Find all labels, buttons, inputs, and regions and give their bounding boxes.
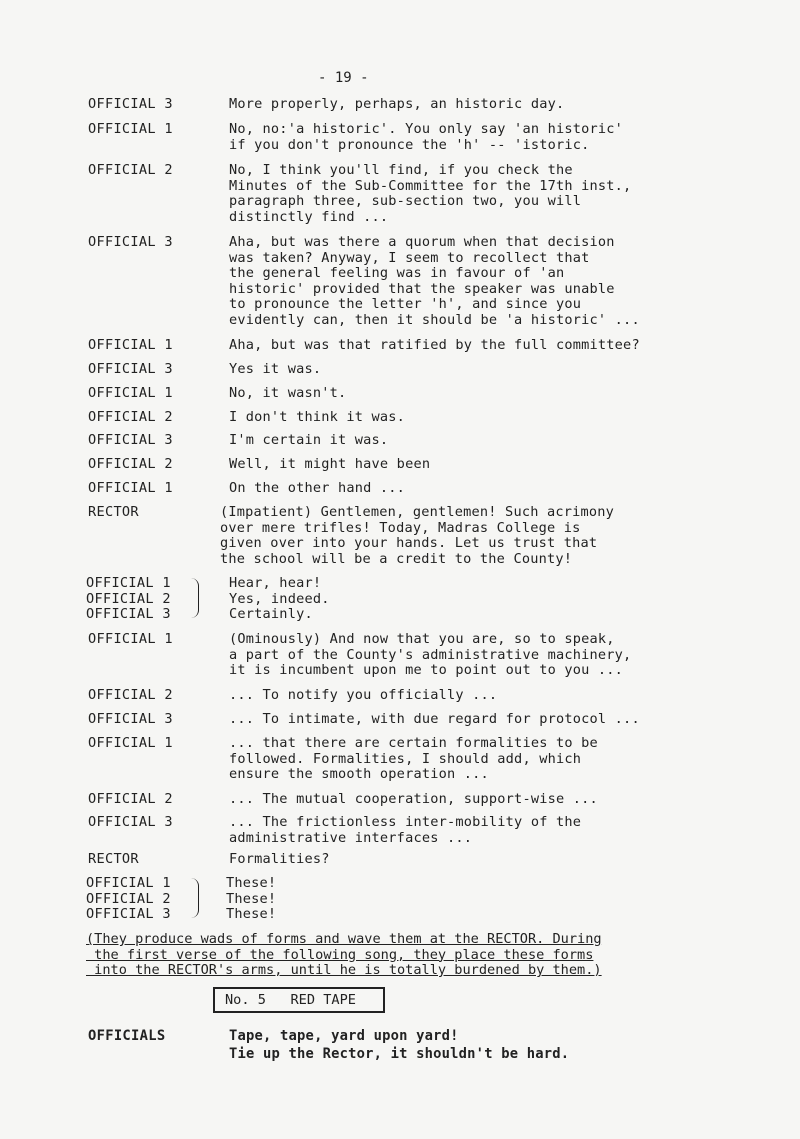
speech-text: No, no:'a historic'. You only say 'an historic' if you don't pronounce the 'h' -- 'istoric. <box>229 121 624 153</box>
speaker-name: RECTOR <box>88 504 139 520</box>
speech-text: (Ominously) And now that you are, so to speak, a part of the County's administrative machinery, it is incumbent upon me to point out to you ... <box>229 631 632 678</box>
speaker-name: OFFICIALS <box>88 1028 166 1044</box>
speech-text: ... To intimate, with due regard for protocol ... <box>229 711 640 727</box>
speech-text: ... that there are certain formalities to be followed. Formalities, I should add, which ensure the smooth operation ... <box>229 735 598 782</box>
speaker-name: OFFICIAL 1 <box>88 480 173 496</box>
speech-text: ... The mutual cooperation, support-wise ... <box>229 791 598 807</box>
speaker-name: OFFICIAL 3 <box>88 432 173 448</box>
song-title: No. 5 RED TAPE <box>213 987 385 1013</box>
brace-mark <box>190 578 199 618</box>
brace-mark <box>190 878 199 918</box>
page-number: - 19 - <box>318 70 369 86</box>
speaker-name: OFFICIAL 3 <box>88 814 173 830</box>
speaker-name: OFFICIAL 3 <box>88 711 173 727</box>
speech-text: I don't think it was. <box>229 409 406 425</box>
speech-text: No, I think you'll find, if you check the Minutes of the Sub-Committee for the 17th inst., paragraph three, sub-section two, you will distinctly find ... <box>229 162 632 225</box>
speech-text: I'm certain it was. <box>229 432 389 448</box>
speaker-name: OFFICIAL 3 <box>88 234 173 250</box>
speech-text: Certainly. <box>229 606 313 622</box>
speaker-name: OFFICIAL 2 <box>86 590 171 607</box>
speech-text: Well, it might have been <box>229 456 431 472</box>
speaker-name: OFFICIAL 1 <box>88 385 173 401</box>
speech-text: These! <box>226 875 277 891</box>
speaker-name: RECTOR <box>88 851 139 867</box>
lyrics-text: Tape, tape, yard upon yard! Tie up the Rector, it shouldn't be hard. <box>229 1028 570 1062</box>
speaker-name: OFFICIAL 1 <box>86 875 171 891</box>
speech-text: Hear, hear! <box>229 575 322 591</box>
speaker-name: OFFICIAL 3 <box>86 906 171 922</box>
speech-text: More properly, perhaps, an historic day. <box>229 96 565 112</box>
speaker-name: OFFICIAL 2 <box>88 791 173 807</box>
speaker-name: OFFICIAL 3 <box>86 606 171 622</box>
speaker-name: OFFICIAL 2 <box>88 456 173 472</box>
speech-text: ... To notify you officially ... <box>229 687 498 703</box>
speech-text: These! <box>226 890 277 907</box>
speaker-name: OFFICIAL 3 <box>88 361 173 377</box>
speech-text: No, it wasn't. <box>229 385 347 401</box>
speaker-name: OFFICIAL 2 <box>86 890 171 907</box>
speech-text: Yes, indeed. <box>229 590 330 607</box>
speech-text: On the other hand ... <box>229 480 406 496</box>
speech-text: Aha, but was there a quorum when that decision was taken? Anyway, I seem to recollect that the general feeling was in favour of 'an historic' provided that the speaker was unable to pronounce the letter 'h', and since you evidently can, then it should be 'a historic' ... <box>229 234 640 328</box>
speaker-name: OFFICIAL 3 <box>88 96 173 112</box>
speaker-name: OFFICIAL 1 <box>88 735 173 751</box>
speaker-name: OFFICIAL 1 <box>88 631 173 647</box>
speaker-name: OFFICIAL 2 <box>88 409 173 425</box>
speaker-name: OFFICIAL 1 <box>88 121 173 137</box>
speech-text: Yes it was. <box>229 361 322 377</box>
speaker-name: OFFICIAL 1 <box>86 575 171 591</box>
speaker-name: OFFICIAL 2 <box>88 162 173 178</box>
speech-text: These! <box>226 906 277 922</box>
stage-direction: (They produce wads of forms and wave them at the RECTOR. During the first verse of the following song, they place these forms into the RECTOR's arms, until he is totally burdened by them.) <box>86 931 602 978</box>
speech-text: (Impatient) Gentlemen, gentlemen! Such acrimony over mere trifles! Today, Madras College is given over into your hands. Let us trust that the school will be a credit to the County! <box>220 504 615 567</box>
speech-text: ... The frictionless inter-mobility of the administrative interfaces ... <box>229 814 582 846</box>
speech-text: Aha, but was that ratified by the full committee? <box>229 337 640 353</box>
speaker-name: OFFICIAL 2 <box>88 687 173 703</box>
speech-text: Formalities? <box>229 851 330 867</box>
speaker-name: OFFICIAL 1 <box>88 337 173 353</box>
